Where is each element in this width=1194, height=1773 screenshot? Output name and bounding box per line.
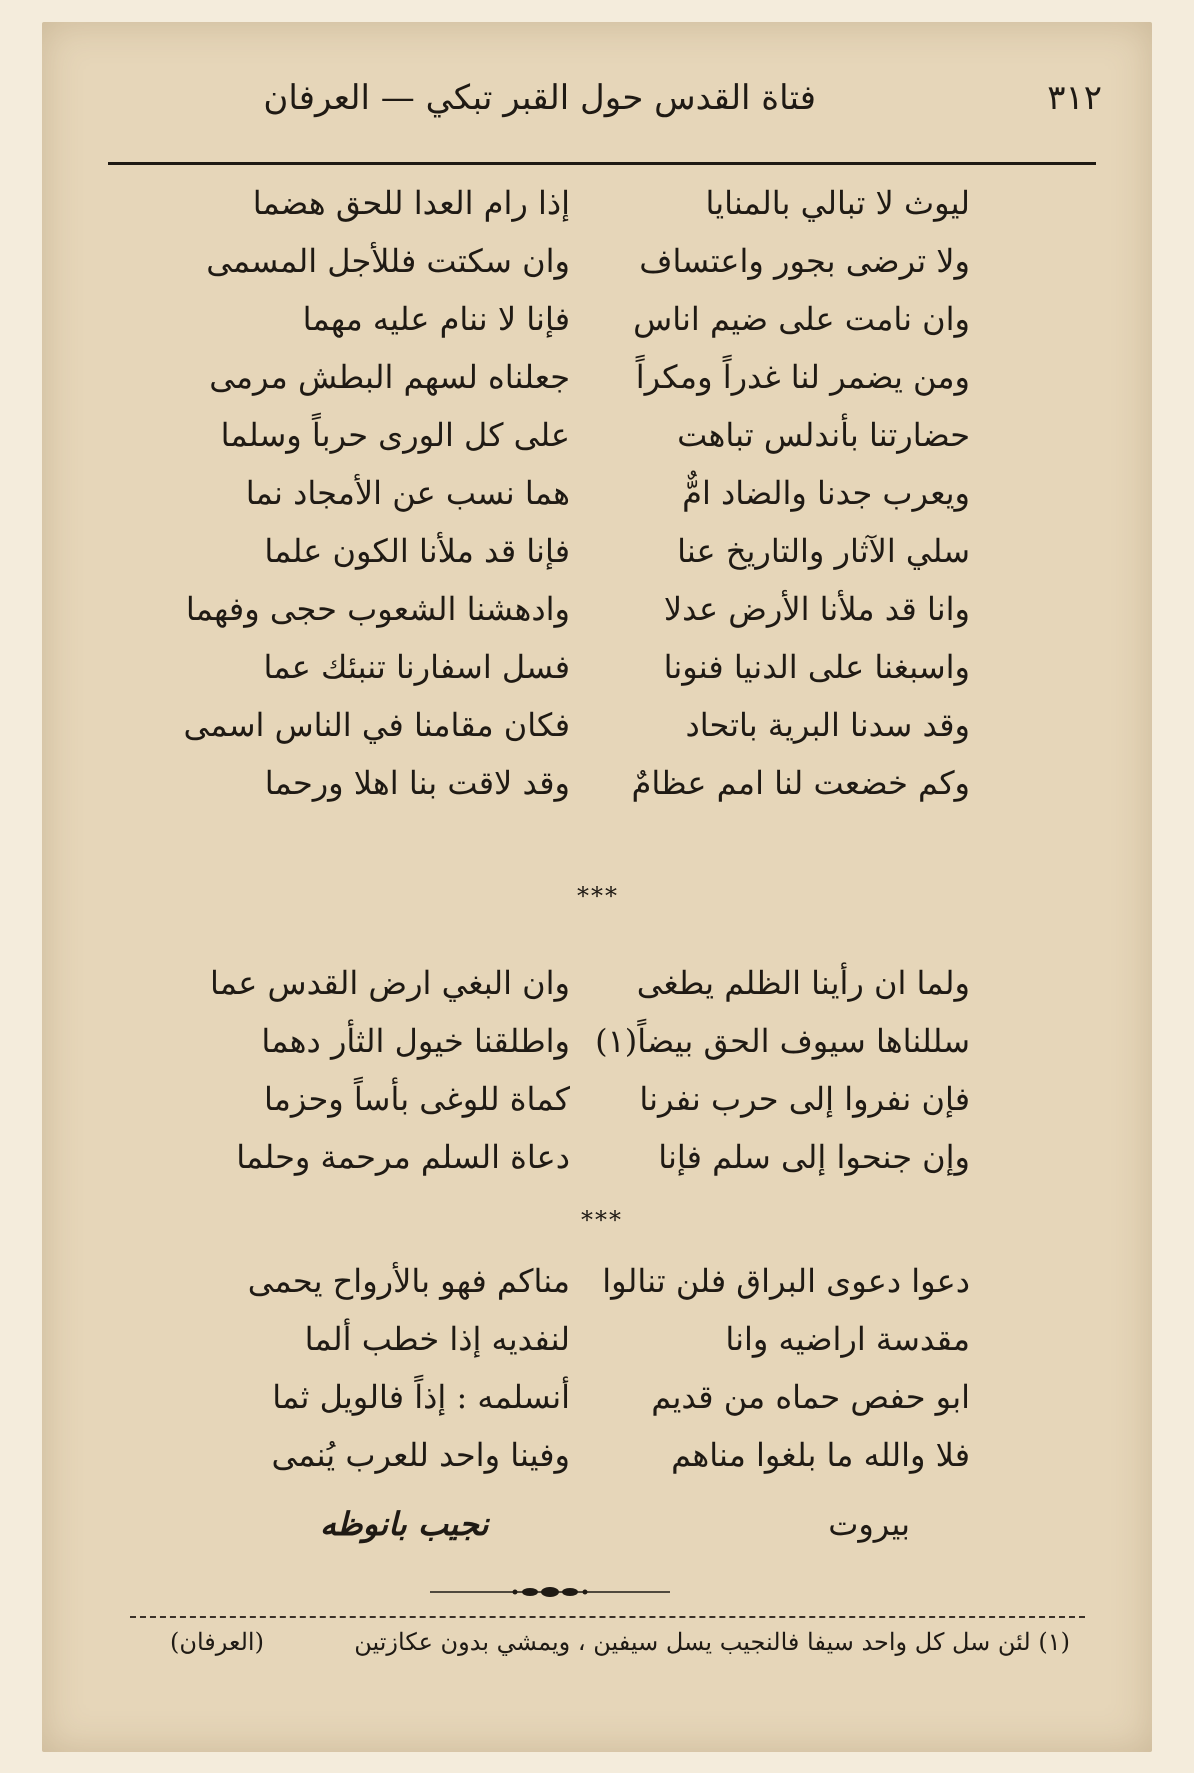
- section-divider: ***: [577, 882, 619, 910]
- ornament-divider: [430, 1584, 670, 1600]
- verse-row: [230, 1254, 970, 1312]
- second-hemistich: وقد لاقت بنا اهلا ورحما: [264, 764, 570, 802]
- footnote: [170, 1628, 1070, 1668]
- first-hemistich: ويعرب جدنا والضاد امٌّ: [682, 474, 970, 512]
- verse-row: [210, 956, 970, 1014]
- second-hemistich: دعاة السلم مرحمة وحلما: [236, 1138, 570, 1176]
- verse-row: [206, 234, 970, 292]
- place-name: بيروت: [828, 1505, 910, 1543]
- page-header: [66, 78, 1106, 134]
- second-hemistich: أنسلمه : إذاً فالويل ثما: [272, 1378, 570, 1416]
- second-hemistich: وان سكتت فللأجل المسمى: [206, 242, 570, 280]
- second-hemistich: هما نسب عن الأمجاد نما: [245, 474, 570, 512]
- second-hemistich: كماة للوغى بأساً وحزما: [263, 1080, 570, 1118]
- verse-row: [230, 1130, 970, 1188]
- first-hemistich: ولا ترضى بجور واعتساف: [639, 242, 970, 280]
- first-hemistich: فلا والله ما بلغوا مناهم: [671, 1436, 970, 1474]
- first-hemistich: ليوث لا تبالي بالمنايا: [705, 184, 970, 222]
- second-hemistich: جعلناه لسهم البطش مرمى: [209, 358, 570, 396]
- verse-row: [230, 756, 970, 814]
- footnote-source: (العرفان): [170, 1628, 264, 1656]
- poem-section-3: [230, 1254, 970, 1486]
- second-hemistich: وان البغي ارض القدس عما: [210, 964, 570, 1002]
- first-hemistich: سللناها سيوف الحق بيضاً(١): [595, 1022, 970, 1060]
- first-hemistich: سلي الآثار والتاريخ عنا: [677, 532, 970, 570]
- verse-row: [230, 1072, 970, 1130]
- running-title: فتاة القدس حول القبر تبكي — العرفان: [263, 78, 816, 118]
- footnote-rule: [130, 1616, 1085, 1618]
- first-hemistich: دعوا دعوى البراق فلن تنالوا: [602, 1262, 970, 1300]
- first-hemistich: ومن يضمر لنا غدراً ومكراً: [635, 358, 970, 396]
- verse-row: [230, 292, 970, 350]
- first-hemistich: وانا قد ملأنا الأرض عدلا: [663, 590, 970, 628]
- first-hemistich: وكم خضعت لنا امم عظامٌ: [631, 764, 970, 802]
- verse-row: [230, 176, 970, 234]
- first-hemistich: وان نامت على ضيم اناس: [633, 300, 970, 338]
- second-hemistich: إذا رام العدا للحق هضما: [252, 184, 570, 222]
- first-hemistich: وقد سدنا البرية باتحاد: [685, 706, 970, 744]
- first-hemistich: واسبغنا على الدنيا فنونا: [663, 648, 970, 686]
- verse-row: [230, 1428, 970, 1486]
- poem-section-1: [183, 176, 970, 814]
- second-hemistich: فإنا قد ملأنا الكون علما: [264, 532, 570, 570]
- first-hemistich: ولما ان رأينا الظلم يطغى: [636, 964, 970, 1002]
- first-hemistich: فإن نفروا إلى حرب نفرنا: [639, 1080, 970, 1118]
- second-hemistich: فكان مقامنا في الناس اسمى: [183, 706, 570, 744]
- poet-signature: نجيب بانوظه: [320, 1505, 489, 1543]
- second-hemistich: وفينا واحد للعرب يُنمى: [271, 1436, 570, 1474]
- first-hemistich: مقدسة اراضيه وانا: [725, 1320, 970, 1358]
- second-hemistich: فسل اسفارنا تنبئك عما: [263, 648, 570, 686]
- verse-row: [185, 582, 970, 640]
- poem-section-2: [210, 956, 970, 1188]
- second-hemistich: لنفديه إذا خطب ألما: [304, 1320, 570, 1358]
- verse-row: [209, 350, 970, 408]
- verse-row: [220, 408, 970, 466]
- first-hemistich: ابو حفص حماه من قديم: [651, 1378, 970, 1416]
- first-hemistich: حضارتنا بأندلس تباهت: [677, 416, 970, 454]
- page-number: ٣١٢: [1047, 78, 1102, 118]
- section-divider: ***: [581, 1206, 623, 1234]
- verse-row: [183, 698, 970, 756]
- footnote-text: (١) لئن سل كل واحد سيفا فالنجيب يسل سيفين ، ويمشي بدون عكازتين: [354, 1628, 1070, 1656]
- verse-row: [230, 1312, 970, 1370]
- verse-row: [230, 466, 970, 524]
- signature-block: [230, 1505, 970, 1555]
- second-hemistich: فإنا لا ننام عليه مهما: [302, 300, 570, 338]
- verse-row: [230, 524, 970, 582]
- verse-row: [230, 1370, 970, 1428]
- header-rule: [108, 162, 1096, 165]
- second-hemistich: واطلقنا خيول الثأر دهما: [261, 1022, 570, 1060]
- verse-row: [230, 640, 970, 698]
- verse-row: [230, 1014, 970, 1072]
- first-hemistich: وإن جنحوا إلى سلم فإنا: [658, 1138, 970, 1176]
- second-hemistich: على كل الورى حرباً وسلما: [220, 416, 570, 454]
- second-hemistich: مناكم فهو بالأرواح يحمى: [247, 1262, 570, 1300]
- second-hemistich: وادهشنا الشعوب حجى وفهما: [185, 590, 570, 628]
